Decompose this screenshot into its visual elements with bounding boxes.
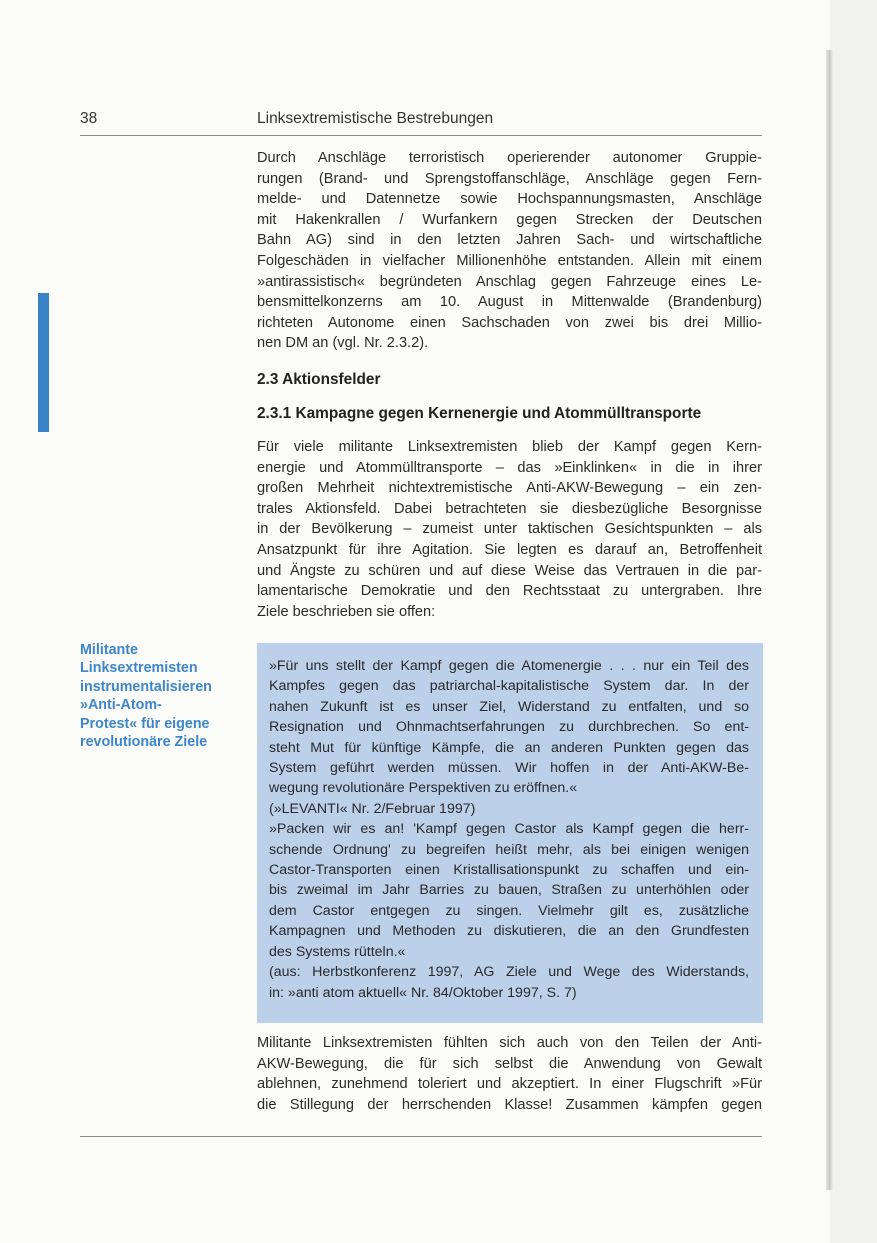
quote-line: »Packen wir es an! 'Kampf gegen Castor als Kampf gegen die herr- [269,821,749,838]
quote-line: des Systems rütteln.« [269,943,406,960]
quote-2 [269,819,749,1003]
text-line: Bahn AG) sind in den letzten Jahren Sach- und wirtschaftliche [257,232,762,249]
text-line: in der Bevölkerung – zumeist unter taktischen Gesichtspunkten – als [257,521,762,538]
quote-line: wegung revolutionäre Perspektiven zu eröffnen.« [269,780,578,797]
text-line: melde- und Datennetze sowie Hochspannungsmasten, Anschläge [257,191,762,208]
page-number: 38 [80,110,98,127]
margin-note-line: Militante [80,642,138,658]
quote-line: Kampfes gegen das patriarchal-kapitalistische System dar. In der [269,678,749,695]
closing-paragraph [257,1033,762,1115]
margin-note-line: revolutionäre Ziele [80,734,208,751]
quote-line: nahen Zukunft ist es unser Ziel, Widerstand zu entfalten, und so [269,698,749,715]
text-line: »antirassistisch« begründeten Anschlag gegen Fahrzeuge eines Le- [257,273,762,290]
text-line: bensmittelkonzerns am 10. August in Mittenwalde (Brandenburg) [257,294,762,311]
margin-note-line: Linksextremisten [80,660,198,677]
quote-line: bis zweimal im Jahr Barries zu bauen, Straßen zu unterhöhlen oder [269,882,749,899]
quote-source: (aus: Herbstkonferenz 1997, AG Ziele und Wege des Widerstands, [269,964,749,981]
subsection-heading: 2.3.1 Kampagne gegen Kernenergie und Atommülltransporte [257,405,702,422]
quote-1 [269,656,749,819]
text-line: und Ängste zu schüren und auf diese Weise das Vertrauen in die par- [257,562,762,579]
quote-line: Resignation und Ohnmachtserfahrungen zu durchbrechen. So ent- [269,719,749,736]
text-line: Ansatzpunkt für ihre Agitation. Sie legten es darauf an, Betroffenheit [257,541,762,558]
text-line: rungen (Brand- und Sprengstoffanschläge, Anschläge gegen Fern- [257,170,762,187]
text-line: großen Mehrheit nichtextremistische Anti-AKW-Bewegung – ein zen- [257,480,762,497]
section-heading: 2.3 Aktionsfelder [257,371,381,388]
section-paragraph [257,437,762,622]
text-line: energie und Atommülltransporte – das »Einklinken« in die in ihrer [257,459,762,476]
footer-rule [80,1136,762,1137]
quote-line: System geführt werden müssen. Wir hoffen in der Anti-AKW-Be- [269,760,749,777]
text-line: Folgeschäden in vielfacher Millionenhöhe entstanden. Allein mit einem [257,252,762,269]
quote-source: (»LEVANTI« Nr. 2/Februar 1997) [269,800,476,817]
margin-note-line: Protest« für eigene [80,715,210,732]
chapter-side-marker [38,293,49,432]
margin-note [80,641,240,751]
header-rule [80,135,762,136]
quote-line: Kampagnen und Methoden zu diskutieren, die an den Grundfesten [269,923,749,940]
quote-line: »Für uns stellt der Kampf gegen die Atomenergie . . . nur ein Teil des [269,658,749,674]
running-header-title: Linksextremistische Bestrebungen [257,110,494,127]
text-line: mit Hakenkrallen / Wurfankern gegen Strecken der Deutschen [257,211,762,228]
intro-paragraph-lines [257,148,762,354]
text-line: nen DM an (vgl. Nr. 2.3.2). [257,335,429,352]
text-line: Durch Anschläge terroristisch operierender autonomer Gruppie- [257,150,762,166]
quote-text [269,656,749,1003]
margin-note-line: instrumentalisieren [80,678,212,695]
page-edge-shadow [826,50,833,1190]
text-line: AKW-Bewegung, die für sich selbst die Anwendung von Gewalt [257,1055,762,1072]
quote-source: in: »anti atom aktuell« Nr. 84/Oktober 1997, S. 7) [269,984,577,1001]
quote-line: dem Castor entgegen zu singen. Vielmehr gilt es, zusätzliche [269,902,749,919]
text-line: richteten Autonome einen Sachschaden von zwei bis drei Millio- [257,314,762,331]
text-line: lamentarische Demokratie und den Rechtsstaat zu untergraben. Ihre [257,583,762,600]
text-line: Ziele beschrieben sie offen: [257,603,436,620]
quote-line: Castor-Transporten einen Kristallisationspunkt zu schaffen und ein- [269,862,749,879]
text-line: Militante Linksextremisten fühlten sich auch von den Teilen der Anti- [257,1035,762,1051]
quote-line: schende Ordnung' zu begreifen heißt mehr, als bei einigen wenigen [269,841,749,858]
quote-line: steht Mut für künftige Kämpfe, die an anderen Punkten gegen das [269,739,749,756]
text-line: die Stillegung der herrschenden Klasse! Zusammen kämpfen gegen [257,1096,762,1113]
text-line: ablehnen, zunehmend toleriert und akzeptiert. In einer Flugschrift »Für [257,1076,762,1093]
text-line: Für viele militante Linksextremisten blieb der Kampf gegen Kern- [257,439,762,455]
margin-note-line: »Anti-Atom- [80,697,162,714]
text-line: trales Aktionsfeld. Dabei betrachteten sie diesbezügliche Besorgnisse [257,500,762,517]
